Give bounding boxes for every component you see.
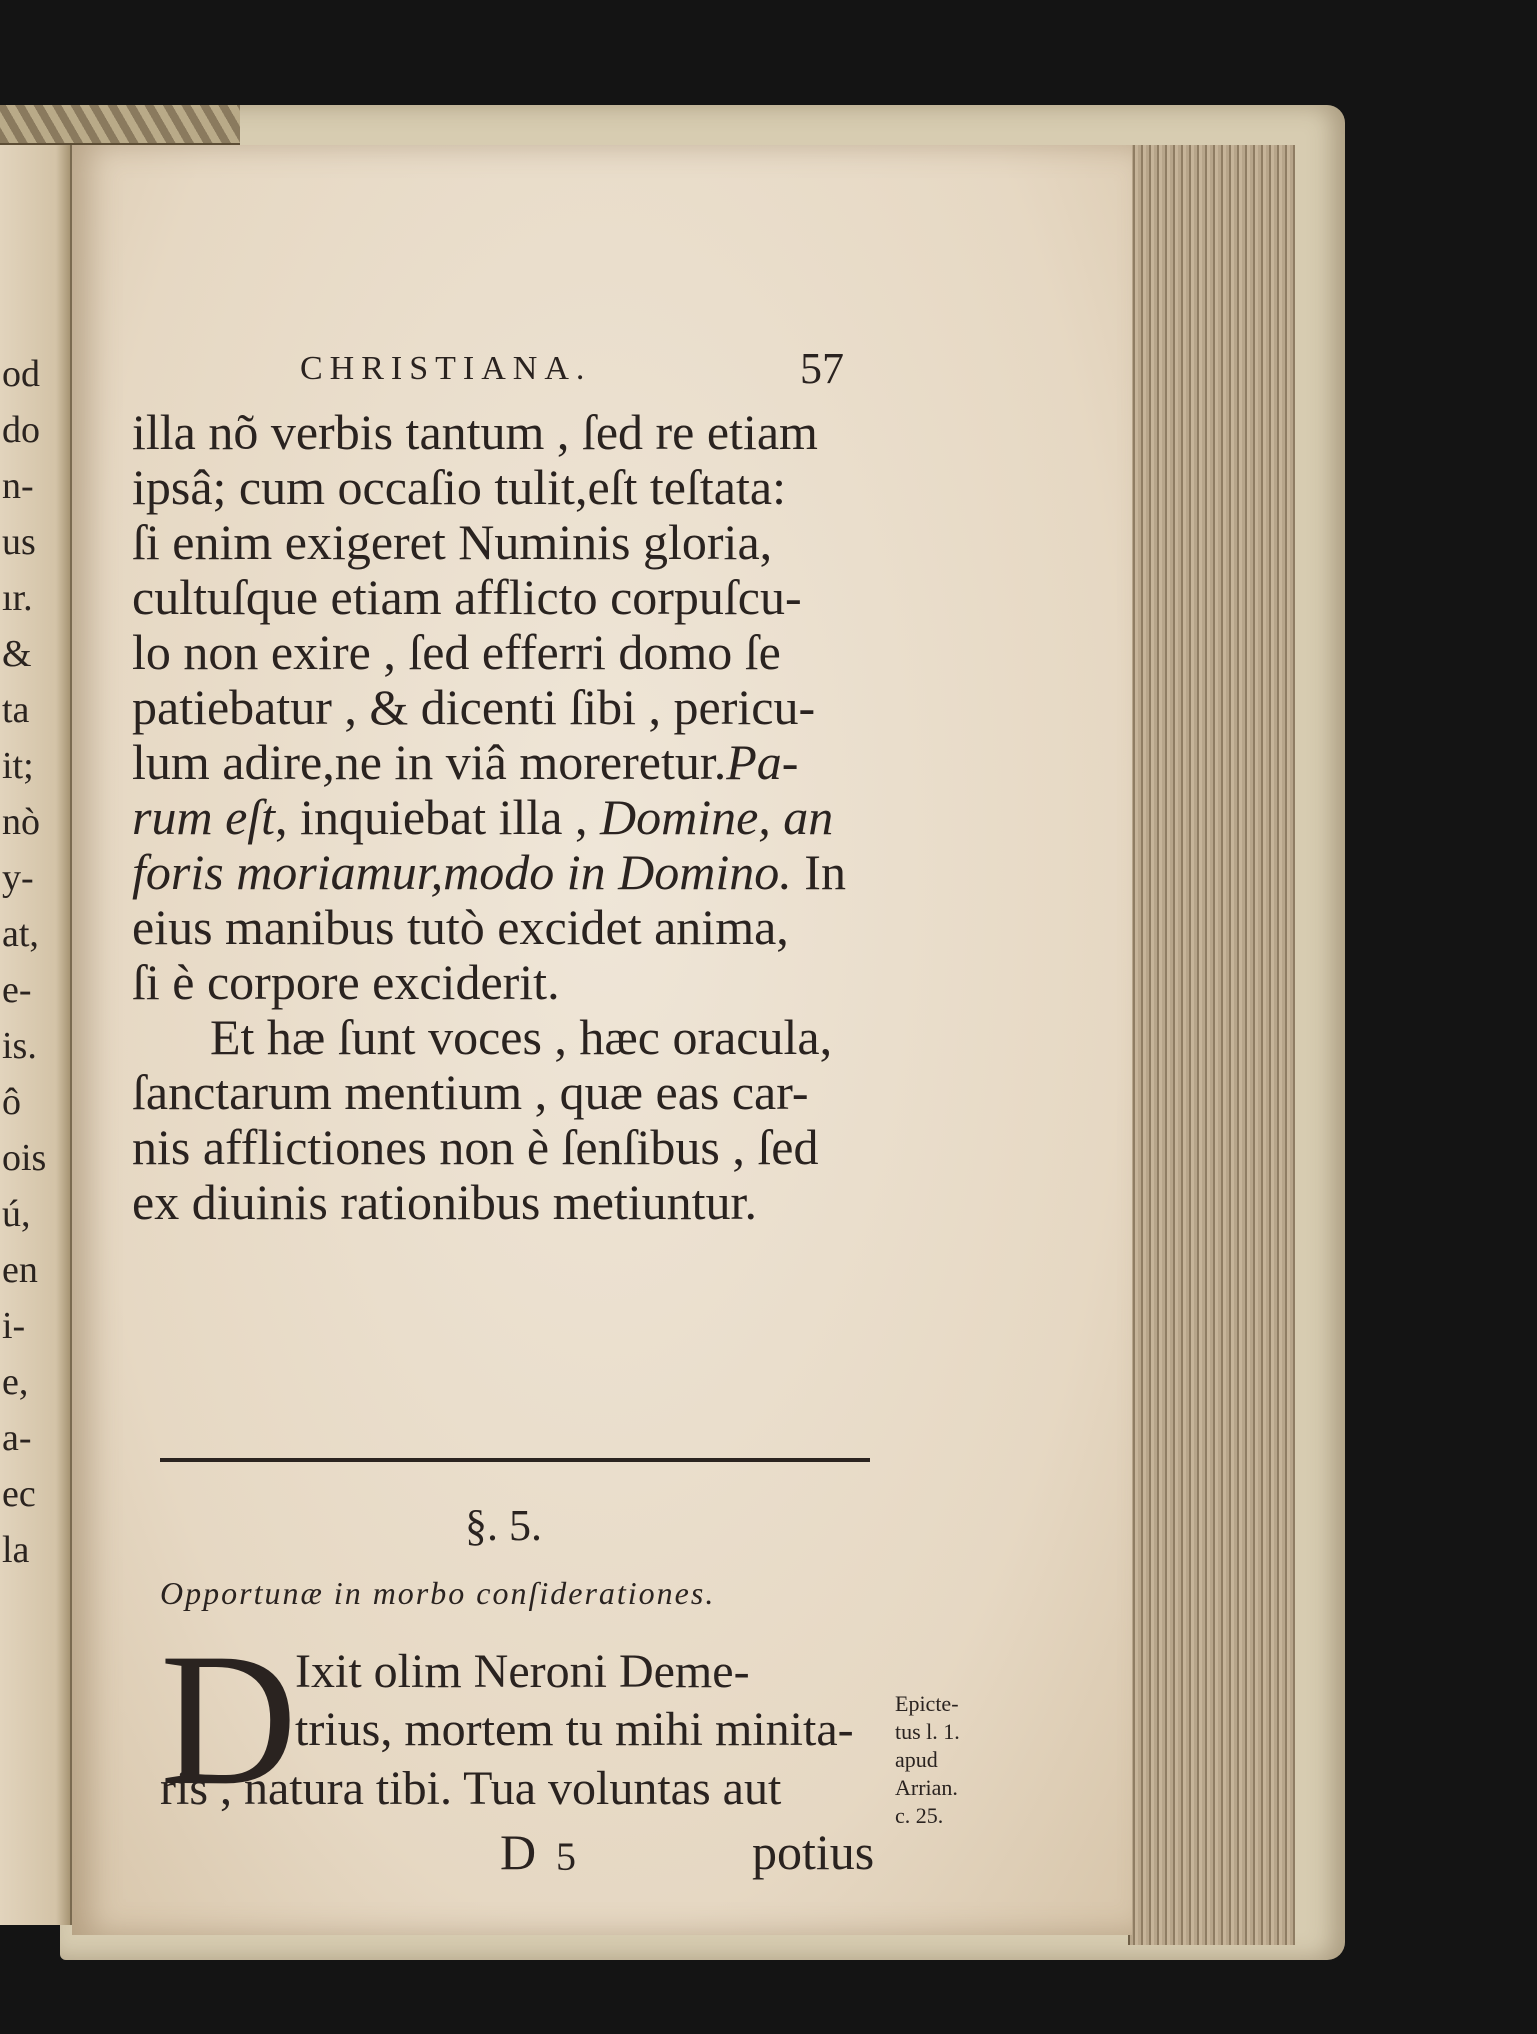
margin-note [895, 1690, 960, 1830]
section-title: Opportunæ in morbo conſiderationes. [160, 1575, 716, 1611]
left-page-fragment: la [2, 1529, 30, 1571]
left-page-fragment: it; [2, 745, 34, 787]
text-line: ſanctarum mentium , quæ eas car- [132, 1064, 809, 1120]
text-line: nis afflictiones non è ſenſibus , ſed [132, 1119, 819, 1175]
text-line: ſi enim exigeret Numinis gloria, [132, 514, 773, 570]
left-page-fragment: en [2, 1249, 38, 1291]
dropcap-lines [295, 1643, 854, 1759]
left-page-fragment: ô [2, 1081, 21, 1123]
left-page-fragment: is. [2, 1025, 37, 1067]
text-line: ipsâ; cum occaſio tulit,eſt teſtata: [132, 459, 786, 515]
left-page-fragment: i- [2, 1305, 26, 1347]
margin-note-line: tus l. 1. [895, 1719, 960, 1744]
running-title: CHRISTIANA. [300, 350, 592, 387]
text-line: lo non exire , ſed efferri domo ſe [132, 624, 781, 680]
left-page-fragment: ú, [2, 1193, 31, 1235]
binding-stitching [0, 105, 240, 145]
left-page-fragment: & [2, 633, 32, 675]
text-line: ſi è corpore exciderit. [132, 954, 560, 1010]
page-number: 57 [800, 344, 844, 393]
text-line: eius manibus tutò excidet anima, [132, 899, 789, 955]
margin-note-line: c. 25. [895, 1803, 944, 1828]
text-line: foris moriamur,modo in Domino. In [132, 844, 846, 900]
left-page-fragment: e, [2, 1361, 29, 1403]
page-edges [1128, 145, 1295, 1945]
left-page-fragment: ec [2, 1473, 36, 1515]
left-page-sliver [0, 145, 72, 1925]
text-line: trius, mortem tu mihi minita- [295, 1703, 854, 1756]
left-page-fragment: nò [2, 801, 40, 843]
open-book [0, 105, 1345, 1960]
margin-note-line: Epicte- [895, 1691, 959, 1716]
left-page-fragment: ta [2, 689, 30, 731]
text-line: patiebatur , & dicenti ſibi , pericu- [132, 679, 816, 735]
left-page-fragment: n- [2, 465, 34, 507]
left-page-fragment: do [2, 409, 40, 451]
section-mark: §. 5. [465, 1501, 542, 1550]
margin-note-line: apud [895, 1747, 938, 1772]
signature-number: 5 [556, 1834, 576, 1879]
text-line: illa nõ verbis tantum , ſed re etiam [132, 404, 818, 460]
left-page-fragment: od [2, 353, 40, 395]
text-line: ris , natura tibi. Tua voluntas aut [160, 1762, 782, 1815]
text-line: ex diuinis rationibus metiuntur. [132, 1174, 757, 1230]
left-page-fragment: a- [2, 1417, 32, 1459]
text-line: lum adire,ne in viâ moreretur.Pa- [132, 734, 799, 790]
text-line: cultuſque etiam afflicto corpuſcu- [132, 569, 802, 625]
text-line: Et hæ ſunt voces , hæc oracula, [210, 1009, 833, 1065]
left-page-fragment: us [2, 521, 36, 563]
body-text [132, 405, 882, 1230]
horizontal-rule [160, 1458, 870, 1462]
left-page-fragment: e- [2, 969, 32, 1011]
text-line: rum eſt, inquiebat illa , Domine, an [132, 789, 834, 845]
left-page-fragment: at, [2, 913, 39, 955]
left-page-fragment: ois [2, 1137, 47, 1179]
catchword: potius [752, 1824, 875, 1880]
margin-note-line: Arrian. [895, 1775, 958, 1800]
signature-letter: D [500, 1824, 537, 1880]
drop-cap: D [160, 1615, 298, 1825]
left-page-fragment: y- [2, 857, 34, 899]
text-line: Ixit olim Neroni Deme- [295, 1645, 750, 1698]
left-page-fragment: ır. [2, 577, 33, 619]
